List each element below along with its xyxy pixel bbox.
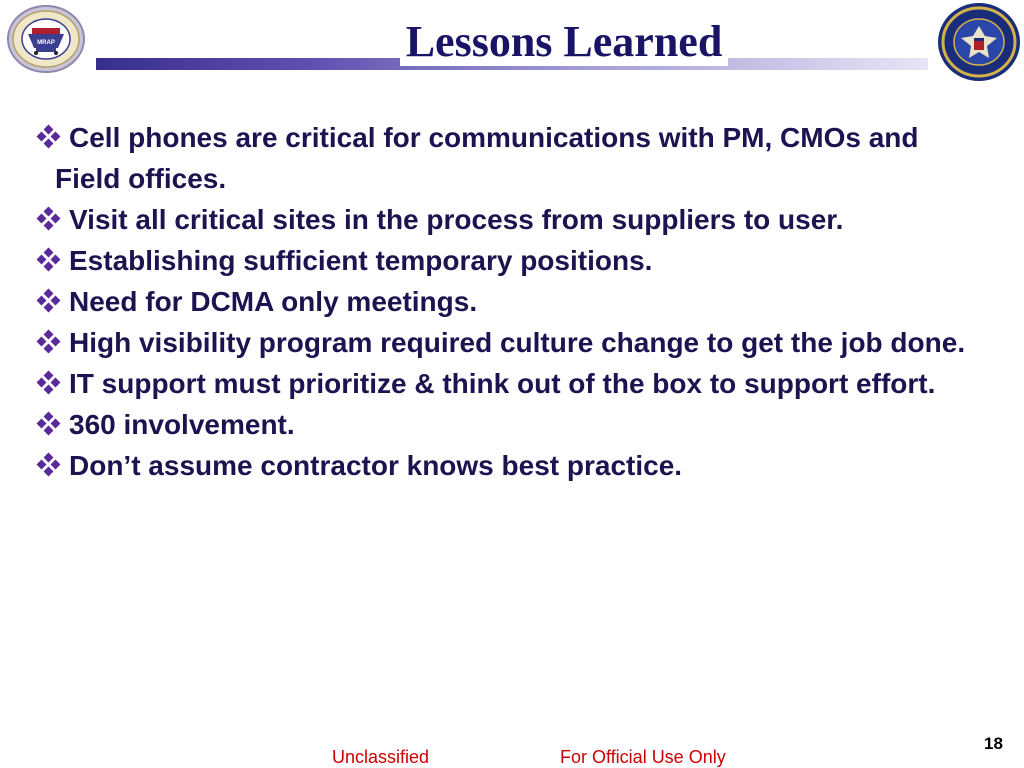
bullet-diamond-icon [38, 249, 59, 270]
list-item [38, 117, 988, 199]
list-item-text: Visit all critical sites in the process from suppliers to user. [69, 204, 844, 235]
list-item [38, 404, 988, 445]
list-item-text: IT support must prioritize & think out of the box to support effort. [69, 368, 936, 399]
list-item-text: Cell phones are critical for communications with PM, CMOs and Field offices. [55, 122, 919, 194]
bullet-diamond-icon [38, 413, 59, 434]
list-item [38, 199, 988, 240]
list-item [38, 281, 988, 322]
classification-label: Unclassified [332, 747, 430, 767]
list-item-text: 360 involvement. [69, 409, 295, 440]
bullet-diamond-icon [38, 331, 59, 352]
bullet-diamond-icon [38, 126, 59, 147]
bullet-diamond-icon [38, 290, 59, 311]
handling-label: For Official Use Only [560, 747, 726, 767]
page-number: 18 [984, 734, 1003, 753]
slide-title [0, 14, 1024, 70]
list-item-text: Need for DCMA only meetings. [69, 286, 478, 317]
lessons-list [38, 117, 988, 486]
bullet-diamond-icon [38, 208, 59, 229]
bullet-diamond-icon [38, 454, 59, 475]
list-item [38, 240, 988, 281]
list-item-text: Establishing sufficient temporary positions. [69, 245, 653, 276]
list-item [38, 445, 988, 486]
list-item [38, 363, 988, 404]
list-item-text: Don’t assume contractor knows best practice. [69, 450, 683, 481]
svg-text:MRAP: MRAP [37, 40, 55, 46]
list-item-text: High visibility program required culture change to get the job done. [69, 327, 966, 358]
bullet-diamond-icon [38, 372, 59, 393]
list-item [38, 322, 988, 363]
slide-title-text: Lessons Learned [400, 17, 729, 66]
